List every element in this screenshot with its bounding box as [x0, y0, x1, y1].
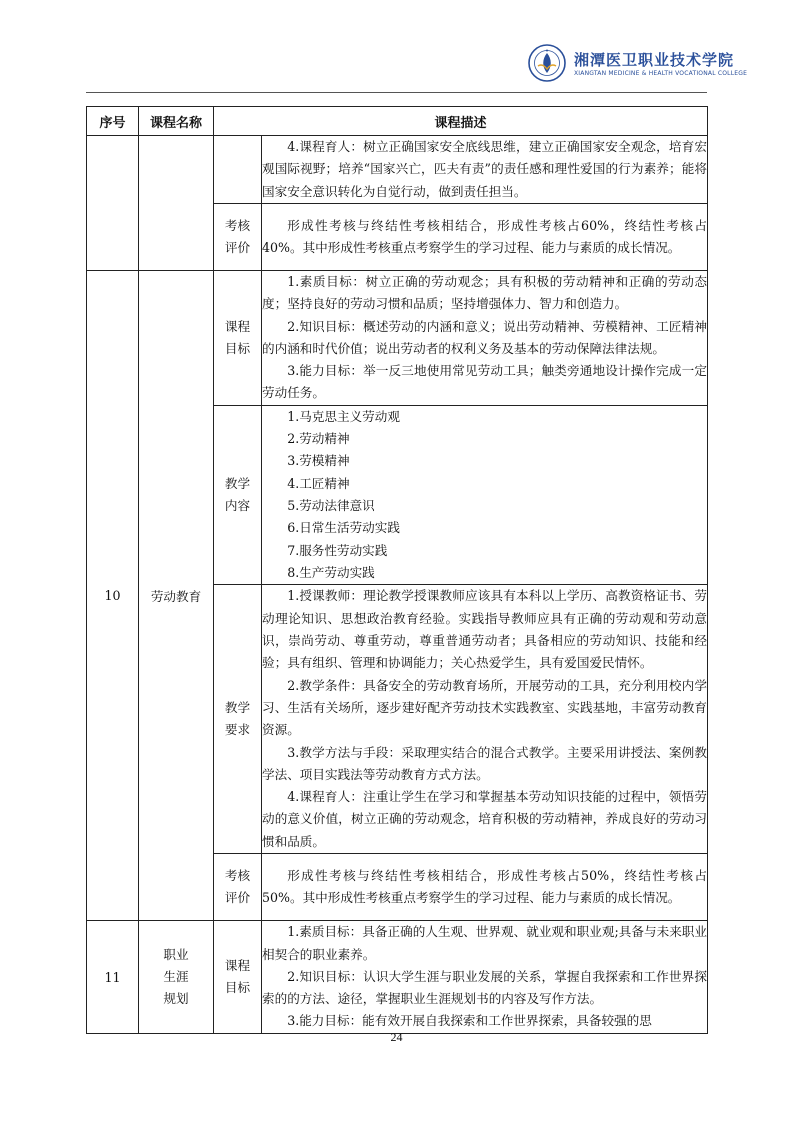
table-row [87, 136, 708, 204]
goal-item: 2.知识目标：概述劳动的内涵和意义；说出劳动精神、劳模精神、工匠精神的内涵和时代价值；说出劳动者的权利义务及基本的劳动保障法律法规。 [262, 318, 708, 356]
header-rule [86, 92, 707, 93]
req-item: 1.授课教师：理论教学授课教师应该具有本科以上学历、高教资格证书、劳动理论知识、思想政治教育经验。实践指导教师应具有正确的劳动观和劳动意识，崇尚劳动、尊重劳动，尊重普通劳动者；具备相应的劳动知识、技能和经验；具有组织、管理和协调能力；关心热爱学生，具有爱国爱民情怀。 [262, 588, 708, 671]
content-item: 2.劳动精神 [287, 431, 350, 447]
goal-item: 3.能力目标：举一反三地使用常见劳动工具；触类旁通地设计操作完成一定劳动任务。 [262, 363, 708, 401]
goal-item: 3.能力目标：能有效开展自我探索和工作世界探索，具备较强的思 [287, 1013, 652, 1029]
header-course-name: 课程名称 [139, 107, 214, 136]
row-10-contents [262, 405, 708, 584]
cont-desc-text: 4.课程育人：树立正确国家安全底线思维，建立正确国家安全观念，培育宏观国际视野；培养“国家兴亡，匹夫有责”的责任感和理性爱国的行为素养；能将国家安全意识转化为自觉行动，做到责任担当。 [262, 139, 708, 199]
row-10-req-label: 教学 要求 [214, 585, 262, 854]
row-10-exam-desc: 形成性考核与终结性考核相结合，形成性考核占50%，终结性考核占50%。其中形成性考核重点考察学生的学习过程、能力与素质的成长情况。 [262, 854, 708, 921]
row-10-index: 10 [87, 270, 139, 920]
req-item: 4.课程育人：注重让学生在学习和掌握基本劳动知识技能的过程中，领悟劳动的意义价值，树立正确的劳动观念，培育积极的劳动精神，养成良好的劳动习惯和品质。 [262, 789, 708, 849]
content-item: 6.日常生活劳动实践 [287, 520, 400, 536]
cont-index-cell [87, 136, 139, 271]
cont-desc-cell [262, 136, 708, 204]
course-table [86, 106, 708, 1034]
row-10-goal-label: 课程 目标 [214, 270, 262, 405]
req-item: 3.教学方法与手段：采取理实结合的混合式教学。主要采用讲授法、案例教学法、项目实践法等劳动教育方式方法。 [262, 744, 708, 782]
table-header-row [87, 107, 708, 136]
college-emblem-icon [528, 44, 566, 82]
table-row [87, 921, 708, 1033]
row-11-goal-label: 课程 目标 [214, 921, 262, 1033]
content-item: 4.工匠精神 [287, 475, 350, 491]
cont-name-cell [139, 136, 214, 271]
row-11-course-name: 职业 生涯 规划 [139, 921, 214, 1033]
college-name-cn: 湘潭医卫职业技术学院 [574, 51, 735, 69]
content-item: 5.劳动法律意识 [287, 498, 375, 514]
row-10-goals [262, 270, 708, 405]
page-number: 24 [390, 1030, 403, 1044]
cont-exam-label: 考核 评价 [214, 203, 262, 270]
table-row [87, 270, 708, 405]
header-course-description: 课程描述 [214, 107, 708, 136]
row-10-reqs [262, 585, 708, 854]
goal-item: 1.素质目标：具备正确的人生观、世界观、就业观和职业观;具备与未来职业相契合的职业素养。 [262, 924, 708, 962]
content-item: 1.马克思主义劳动观 [287, 408, 400, 424]
req-item: 2.教学条件：具备安全的劳动教育场所，开展劳动的工具，充分利用校内学习、生活有关场所，逐步建好配齐劳动技术实践教室、实践基地，丰富劳动教育资源。 [262, 677, 708, 738]
cont-label-cell [214, 136, 262, 204]
header-index: 序号 [87, 107, 139, 136]
content-item: 7.服务性劳动实践 [287, 542, 388, 558]
row-10-content-label: 教学 内容 [214, 405, 262, 584]
content-item: 3.劳模精神 [287, 453, 350, 469]
college-logo [528, 44, 748, 84]
cont-exam-desc: 形成性考核与终结性考核相结合，形成性考核占60%，终结性考核占40%。其中形成性考核重点考察学生的学习过程、能力与素质的成长情况。 [262, 203, 708, 270]
row-10-course-name: 劳动教育 [139, 270, 214, 920]
row-10-exam-label: 考核 评价 [214, 854, 262, 921]
row-11-goals [262, 921, 708, 1033]
goal-item: 2.知识目标：认识大学生涯与职业发展的关系，掌握自我探索和工作世界探索的的方法、途径，掌握职业生涯规划书的内容及写作方法。 [262, 968, 708, 1007]
goal-item: 1.素质目标：树立正确的劳动观念；具有积极的劳动精神和正确的劳动态度；坚持良好的劳动习惯和品质；坚持增强体力、智力和创造力。 [262, 274, 708, 312]
content-item: 8.生产劳动实践 [287, 564, 375, 580]
college-name-en: XIANGTAN MEDICINE & HEALTH VOCATIONAL COLLEGE [574, 70, 748, 77]
row-11-index: 11 [87, 921, 139, 1033]
